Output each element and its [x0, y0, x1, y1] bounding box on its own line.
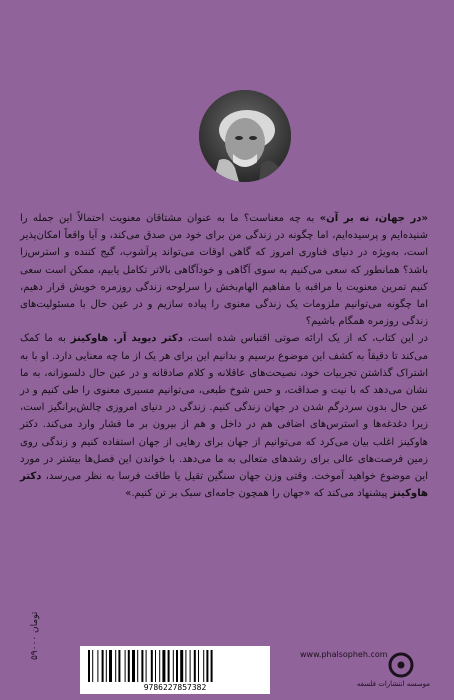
- author-name-short: دکتر هاوکینز: [20, 471, 428, 500]
- blurb-paragraph-3-text: پیشنهاد می‌کند که «جهان را همچون جامه‌ای سبک بر تن کنیم.»: [125, 488, 391, 500]
- barcode-bar: [97, 650, 98, 682]
- barcode-bar: [92, 650, 93, 682]
- barcode-bar: [168, 650, 170, 682]
- barcode-bar: [206, 650, 208, 682]
- publisher-name: موسسه انتشارات فلسفه: [356, 680, 430, 688]
- barcode-bar: [198, 650, 199, 682]
- barcode-bar: [102, 650, 104, 682]
- barcode-bar: [176, 650, 178, 682]
- blurb-paragraph-2-intro: در این کتاب، که از یک ارائه صوتی اقتباس شده است،: [182, 333, 428, 345]
- barcode-bar: [211, 650, 213, 682]
- barcode-bar: [106, 650, 107, 682]
- blurb-paragraph-1: [20, 210, 428, 330]
- barcode-bar: [180, 650, 183, 682]
- barcode-bar: [185, 650, 186, 682]
- barcode-bar: [115, 650, 116, 682]
- barcode-bar: [155, 650, 156, 682]
- blurb-title: «در جهان، نه بر آن»: [319, 213, 428, 224]
- price-label: ۵۹۰۰۰ تومان: [30, 611, 40, 660]
- barcode-lines: [86, 650, 264, 682]
- blurb-paragraph-1-text: به چه معناست؟ ما به عنوان مشتاقان معنویت احتمالاً این جمله را شنیده‌ایم و پرسیده‌ایم، اما چگونه در زندگی من برای خود من صدق می‌کند، و آیا واقعاً امکان‌پذیر است، به‌ویژه در دنیای فناوری امروز که گاهی اوقات می‌تواند پرآشوب، گیج کننده و استرس‌زا باشد؟ همانطور که سعی می‌کنیم به سوی آگاهی و خودآگاهی بالاتر تکامل یابیم، ممکن است سعی کنیم تمرین معنویت یا مراقبه یا مفاهیم الهام‌بخش را سرلوحه زندگی روزمره خویش قرار دهیم، اما چگونه می‌توانیم ملزومات یک زندگی معنوی را پیاده سازیم و در عین حال با مسئولیت‌های زندگی روزمره همگام باشیم؟: [20, 213, 428, 328]
- barcode-bar: [88, 650, 90, 682]
- barcode-bar: [128, 650, 130, 682]
- barcode-bar: [137, 650, 138, 682]
- barcode-bar: [173, 650, 174, 682]
- barcode-bar: [190, 650, 191, 682]
- barcode-bar: [146, 650, 147, 682]
- barcode-bar: [109, 650, 112, 682]
- barcode: [80, 646, 270, 694]
- barcode-bar: [203, 650, 204, 682]
- barcode-bar: [151, 650, 153, 682]
- barcode-bar: [141, 650, 143, 682]
- barcode-bar: [125, 650, 126, 682]
- barcode-bar: [162, 650, 165, 682]
- blurb-paragraph-2: [20, 330, 428, 502]
- barcode-bar: [118, 650, 120, 682]
- author-portrait: [199, 90, 291, 182]
- barcode-bar: [159, 650, 160, 682]
- blurb-text: [20, 210, 428, 502]
- blurb-paragraph-2-text: به ما کمک می‌کند تا دقیقاً به کشف این موضوع برسیم و بدانیم این برای هر یک از ما چه معنایی دارد. او با به اشتراک گذاشتن تجربیات خود، نصیحت‌های عاقلانه و کلام صادقانه و در عین حال دلسوزانه، به ما نشان می‌دهد که با نیت و صداقت، و حس شوخ طبعی، می‌توانیم مسیری معنوی را طی کنیم و در عین حال بدون سردرگم شدن در جهان زندگی کنیم. زندگی در دنیای امروزی چالش‌برانگیز است، زیرا دغدغه‌ها و استرس‌های اضافی هم در داخل و هم از بیرون بر ما فشار وارد می‌کند. دکتر هاوکینز اغلب بیان می‌کرد که می‌توانیم از جهان برای رهایی از جهان استفاده کنیم و زندگی روی زمین فرصت‌های عالی برای رشدهای متعالی به ما می‌دهد. با خواندن این فصل‌ها بیشتر در مورد این موضوع خواهید آموخت. وقتی وزن جهان سنگین تقیل یا طاقت فرسا به نظر می‌رسد،: [20, 333, 428, 483]
- author-name: دکتر دیوید آر. هاوکینز: [70, 333, 183, 345]
- barcode-bar: [132, 650, 135, 682]
- isbn-number: 9786227857382: [143, 683, 207, 692]
- author-portrait-image: [199, 90, 291, 182]
- barcode-bar: [194, 650, 196, 682]
- website-url[interactable]: www.phalsopheh.com: [300, 650, 388, 659]
- publisher-logo-icon: [388, 652, 414, 678]
